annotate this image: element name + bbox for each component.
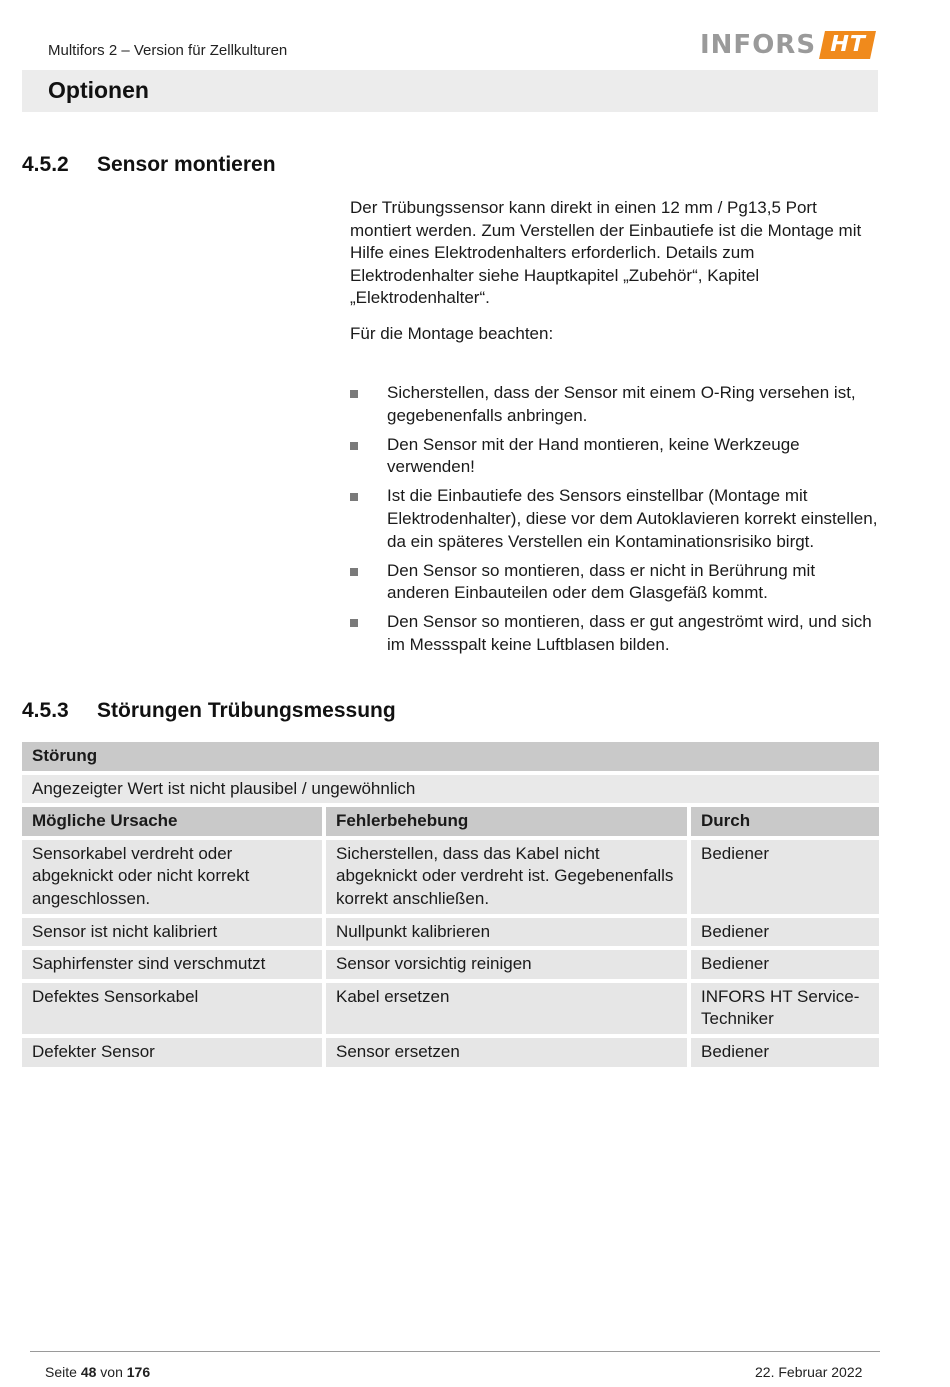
list-item <box>350 434 880 479</box>
list-item-text: Ist die Einbautiefe des Sensors einstellbar (Montage mit Elektrodenhalter), diese vor dem Autoklavieren korrekt einstellen, da ein späteres Verstellen ein Kontaminationsrisiko birgt. <box>387 486 878 551</box>
fault-header-row <box>22 742 879 771</box>
bullet-square-icon <box>350 390 358 398</box>
cause-cell: Sensorkabel verdreht oder abgeknickt oder nicht korrekt angeschlossen. <box>22 840 326 914</box>
list-item-text: Sicherstellen, dass der Sensor mit einem O-Ring versehen ist, gegebenenfalls anbringen. <box>387 383 856 425</box>
remedy-cell: Nullpunkt kalibrieren <box>326 918 691 947</box>
cause-cell: Sensor ist nicht kalibriert <box>22 918 326 947</box>
section-title: Störungen Trübungsmessung <box>97 699 396 722</box>
remedy-cell: Kabel ersetzen <box>326 983 691 1034</box>
fault-description: Angezeigter Wert ist nicht plausibel / ungewöhnlich <box>22 775 879 804</box>
responsible-cell: Bediener <box>691 950 879 979</box>
remedy-cell: Sensor vorsichtig reinigen <box>326 950 691 979</box>
section-heading-sensor-montieren <box>22 153 276 177</box>
list-item <box>350 382 880 427</box>
table-row <box>22 1038 879 1067</box>
responsible-cell: Bediener <box>691 1038 879 1067</box>
list-item <box>350 485 880 553</box>
page-total: 176 <box>126 1364 151 1380</box>
page-of: von <box>100 1364 123 1380</box>
column-header-responsible: Durch <box>691 807 879 836</box>
chapter-title: Optionen <box>48 77 149 103</box>
cause-cell: Defektes Sensorkabel <box>22 983 326 1034</box>
intro-paragraph: Der Trübungssensor kann direkt in einen 12 mm / Pg13,5 Port montiert werden. Zum Verstellen der Einbautiefe ist die Montage mit Hilfe eines Elektrodenhalters erforderlich. Details zum Elektrodenhalter siehe Hauptkapitel „Zubehör“, Kapitel „Elektrodenhalter“. <box>350 198 862 308</box>
document-date: 22. Februar 2022 <box>755 1364 863 1380</box>
troubleshooting-table <box>22 738 879 1071</box>
cause-cell: Saphirfenster sind verschmutzt <box>22 950 326 979</box>
bullet-square-icon <box>350 568 358 576</box>
responsible-cell: Bediener <box>691 840 879 914</box>
section-number: 4.5.2 <box>22 153 69 176</box>
remedy-cell: Sicherstellen, dass das Kabel nicht abgeknickt oder verdreht ist. Gegebenenfalls korrekt anschließen. <box>326 840 691 914</box>
cause-cell: Defekter Sensor <box>22 1038 326 1067</box>
section-number: 4.5.3 <box>22 699 69 722</box>
mounting-checklist <box>350 382 880 663</box>
remedy-cell: Sensor ersetzen <box>326 1038 691 1067</box>
logo-mark: HT <box>819 31 876 59</box>
bullet-square-icon <box>350 619 358 627</box>
table-row <box>22 840 879 914</box>
column-header-row <box>22 807 879 836</box>
bullet-square-icon <box>350 493 358 501</box>
responsible-cell: Bediener <box>691 918 879 947</box>
bullet-square-icon <box>350 442 358 450</box>
infors-ht-logo <box>700 30 873 60</box>
list-item-text: Den Sensor so montieren, dass er nicht in Berührung mit anderen Einbauteilen oder dem Glasgefäß kommt. <box>387 560 816 603</box>
footer-divider <box>30 1351 880 1352</box>
page-number: 48 <box>80 1364 97 1380</box>
fault-header: Störung <box>22 742 879 771</box>
responsible-cell: INFORS HT Service-Techniker <box>691 983 879 1034</box>
column-header-remedy: Fehlerbehebung <box>326 807 691 836</box>
section-heading-stoerungen <box>22 699 396 723</box>
list-item <box>350 560 880 605</box>
logo-text: INFORS <box>700 30 817 60</box>
table-row <box>22 918 879 947</box>
fault-description-row <box>22 775 879 804</box>
section-title: Sensor montieren <box>97 153 276 176</box>
note-label: Für die Montage beachten: <box>350 324 554 343</box>
list-item-text: Den Sensor so montieren, dass er gut angeströmt wird, und sich im Messspalt keine Luftblasen bilden. <box>387 612 872 654</box>
document-title: Multifors 2 – Version für Zellkulturen <box>48 42 288 59</box>
list-item-text: Den Sensor mit der Hand montieren, keine Werkzeuge verwenden! <box>387 434 800 477</box>
table-row <box>22 950 879 979</box>
table-row <box>22 983 879 1034</box>
page-prefix: Seite <box>45 1364 77 1380</box>
chapter-bar <box>22 70 878 112</box>
list-item <box>350 611 880 656</box>
column-header-cause: Mögliche Ursache <box>22 807 326 836</box>
page-indicator <box>45 1364 150 1380</box>
